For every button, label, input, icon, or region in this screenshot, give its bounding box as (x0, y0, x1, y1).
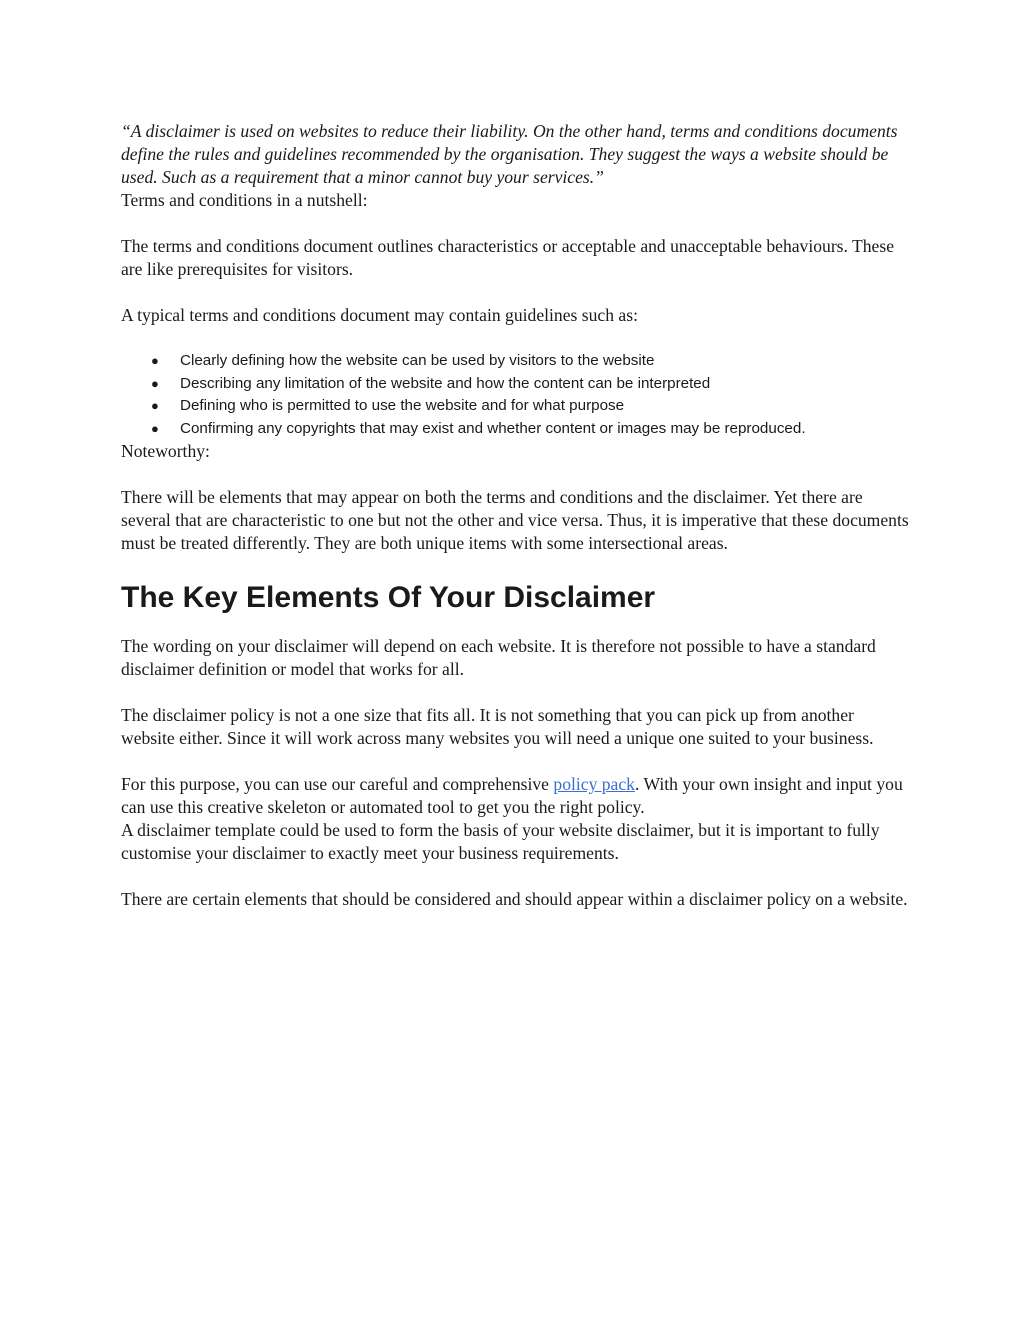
list-item-text: Clearly defining how the website can be used by visitors to the website (180, 352, 655, 369)
section-heading: The Key Elements Of Your Disclaimer (121, 581, 656, 614)
purpose-paragraph (121, 773, 911, 819)
list-item-text: Describing any limitation of the website and how the content can be interpreted (180, 374, 711, 392)
guidelines-list (121, 350, 911, 440)
bullet-dot-icon: ● (151, 353, 159, 368)
list-item (121, 418, 911, 441)
policy-paragraph: The disclaimer policy is not a one size that fits all. It is not something that you can pick up from another website either. Since it will work across many websites you will need a unique one suited to your business. (121, 705, 874, 748)
purpose-text-after: . With your own insight and input you can use this creative skeleton or automated tool to get you the right policy. (121, 774, 903, 817)
quote-paragraph: “A disclaimer is used on websites to reduce their liability. On the other hand, terms and conditions documents define the rules and guidelines recommended by the organisation. They suggest the ways a website should be used. Such as a requirement that a minor cannot buy your services.” (121, 121, 898, 187)
list-item-text: Defining who is permitted to use the website and for what purpose (180, 397, 625, 414)
list-item (121, 395, 911, 418)
policy-pack-link[interactable]: policy pack (553, 774, 635, 794)
noteworthy-label: Noteworthy: (121, 441, 210, 461)
list-item (121, 373, 911, 396)
elements-paragraph: There are certain elements that should be considered and should appear within a disclaimer policy on a website. (121, 889, 908, 909)
noteworthy-paragraph: There will be elements that may appear on both the terms and conditions and the disclaimer. Yet there are several that are characteristic to one but not the other and vice versa. Thus, it is imperative that these documents must be treated differently. They are both unique items with some intersectional areas. (121, 487, 909, 553)
wording-paragraph: The wording on your disclaimer will depend on each website. It is therefore not possible to have a standard disclaimer definition or model that works for all. (121, 636, 876, 679)
tc-paragraph: The terms and conditions document outlines characteristics or acceptable and unacceptable behaviours. These are like prerequisites for visitors. (121, 236, 895, 279)
bullet-dot-icon: ● (151, 398, 159, 413)
list-item (121, 350, 911, 373)
bullet-dot-icon: ● (151, 420, 159, 436)
tc-heading: Terms and conditions in a nutshell: (121, 190, 368, 210)
typical-intro: A typical terms and conditions document may contain guidelines such as: (121, 305, 638, 325)
purpose-text-before: For this purpose, you can use our careful and comprehensive (121, 774, 554, 794)
list-item-text: Confirming any copyrights that may exist and whether content or images may be reproduced. (180, 419, 806, 437)
document-page (121, 120, 911, 911)
template-paragraph: A disclaimer template could be used to form the basis of your website disclaimer, but it is important to fully customise your disclaimer to exactly meet your business requirements. (121, 820, 880, 863)
bullet-dot-icon: ● (151, 375, 159, 391)
